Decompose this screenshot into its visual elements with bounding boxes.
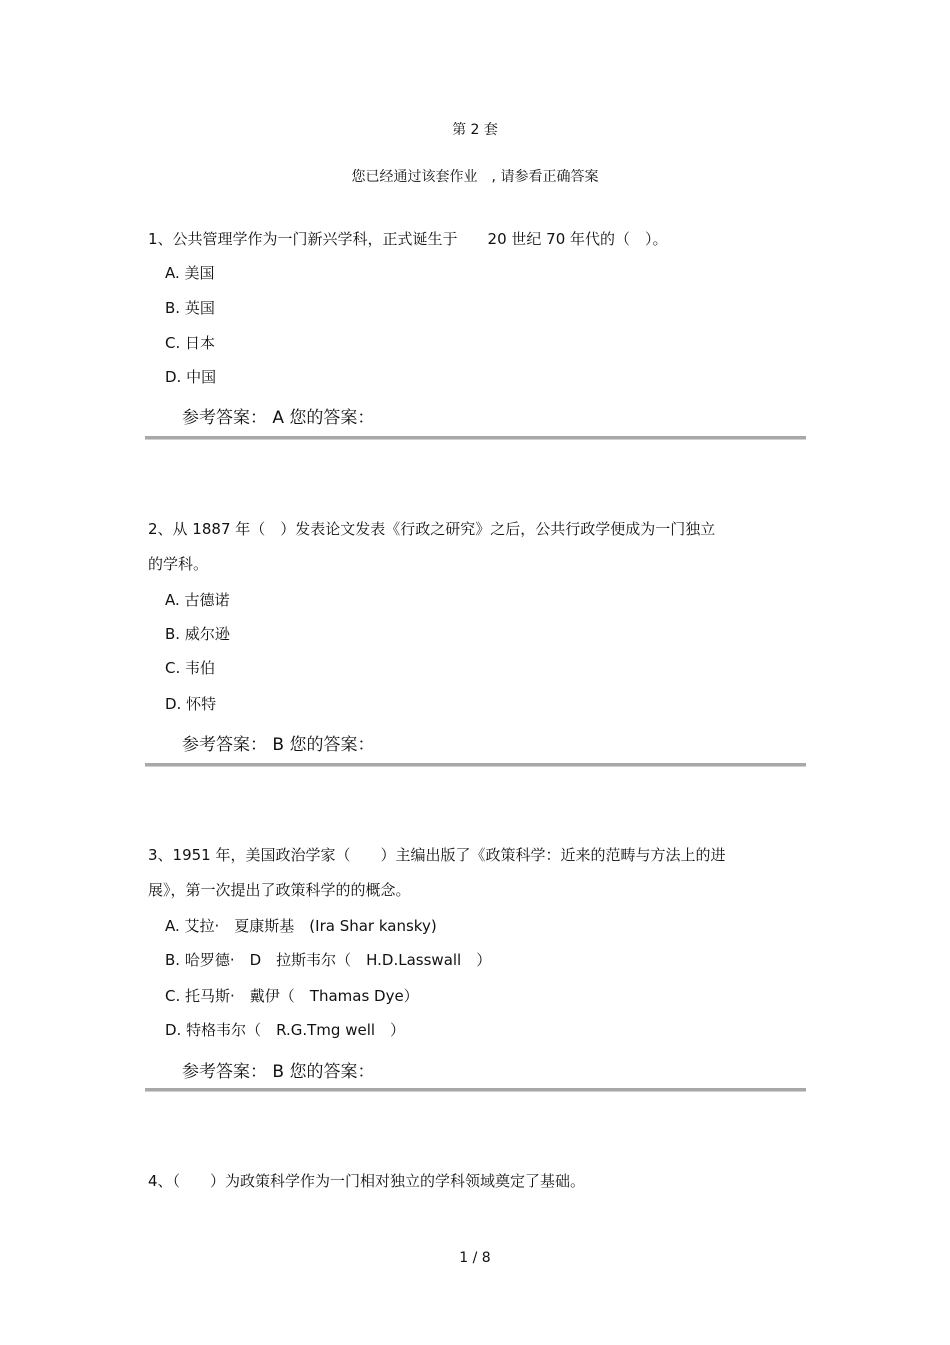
question-1-option-b: B. 英国 [165,299,215,317]
question-2-text-line-2: 的学科。 [148,555,209,573]
question-2-option-b: B. 威尔逊 [165,625,230,643]
question-3-answer: 参考答案： B 您的答案： [182,1062,375,1082]
question-2-divider [145,763,806,767]
question-1-answer: 参考答案： A 您的答案： [182,408,375,428]
question-2-option-c: C. 韦伯 [165,659,216,677]
question-3-option-a: A. 艾拉· 夏康斯基 (Ira Shar kansky) [165,917,437,935]
question-3-divider [145,1088,806,1092]
page-number: 1 / 8 [459,1250,491,1266]
set-title: 第 2 套 [452,122,498,138]
question-2-option-a: A. 古德诺 [165,591,230,609]
question-2-text-line-1: 2、从 1887 年（ ）发表论文发表《行政之研究》之后，公共行政学便成为一门独立 [148,520,716,538]
question-1-divider [145,436,806,440]
question-2-option-d: D. 怀特 [165,695,217,713]
question-3-option-c: C. 托马斯· 戴伊（ Thamas Dye） [165,987,419,1005]
question-4-text: 4、（ ）为政策科学作为一门相对独立的学科领域奠定了基础。 [148,1172,586,1190]
question-1-option-d: D. 中国 [165,368,217,386]
question-3-text-line-2: 展》，第一次提出了政策科学的的概念。 [148,881,411,899]
pass-notice: 您已经通过该套作业 , 请参看正确答案 [351,169,599,185]
question-1-option-c: C. 日本 [165,334,216,352]
question-3-option-b: B. 哈罗德· D 拉斯韦尔（ H.D.Lasswall ） [165,951,492,969]
question-3-text-line-1: 3、1951 年，美国政治学家（ ）主编出版了《政策科学：近来的范畴与方法上的进 [148,846,726,864]
question-1-option-a: A. 美国 [165,264,215,282]
question-2-answer: 参考答案： B 您的答案： [182,735,375,755]
question-1-text: 1、公共管理学作为一门新兴学科，正式诞生于 20 世纪 70 年代的（ ）。 [148,230,668,248]
question-3-option-d: D. 特格韦尔（ R.G.Tmg well ） [165,1021,406,1039]
